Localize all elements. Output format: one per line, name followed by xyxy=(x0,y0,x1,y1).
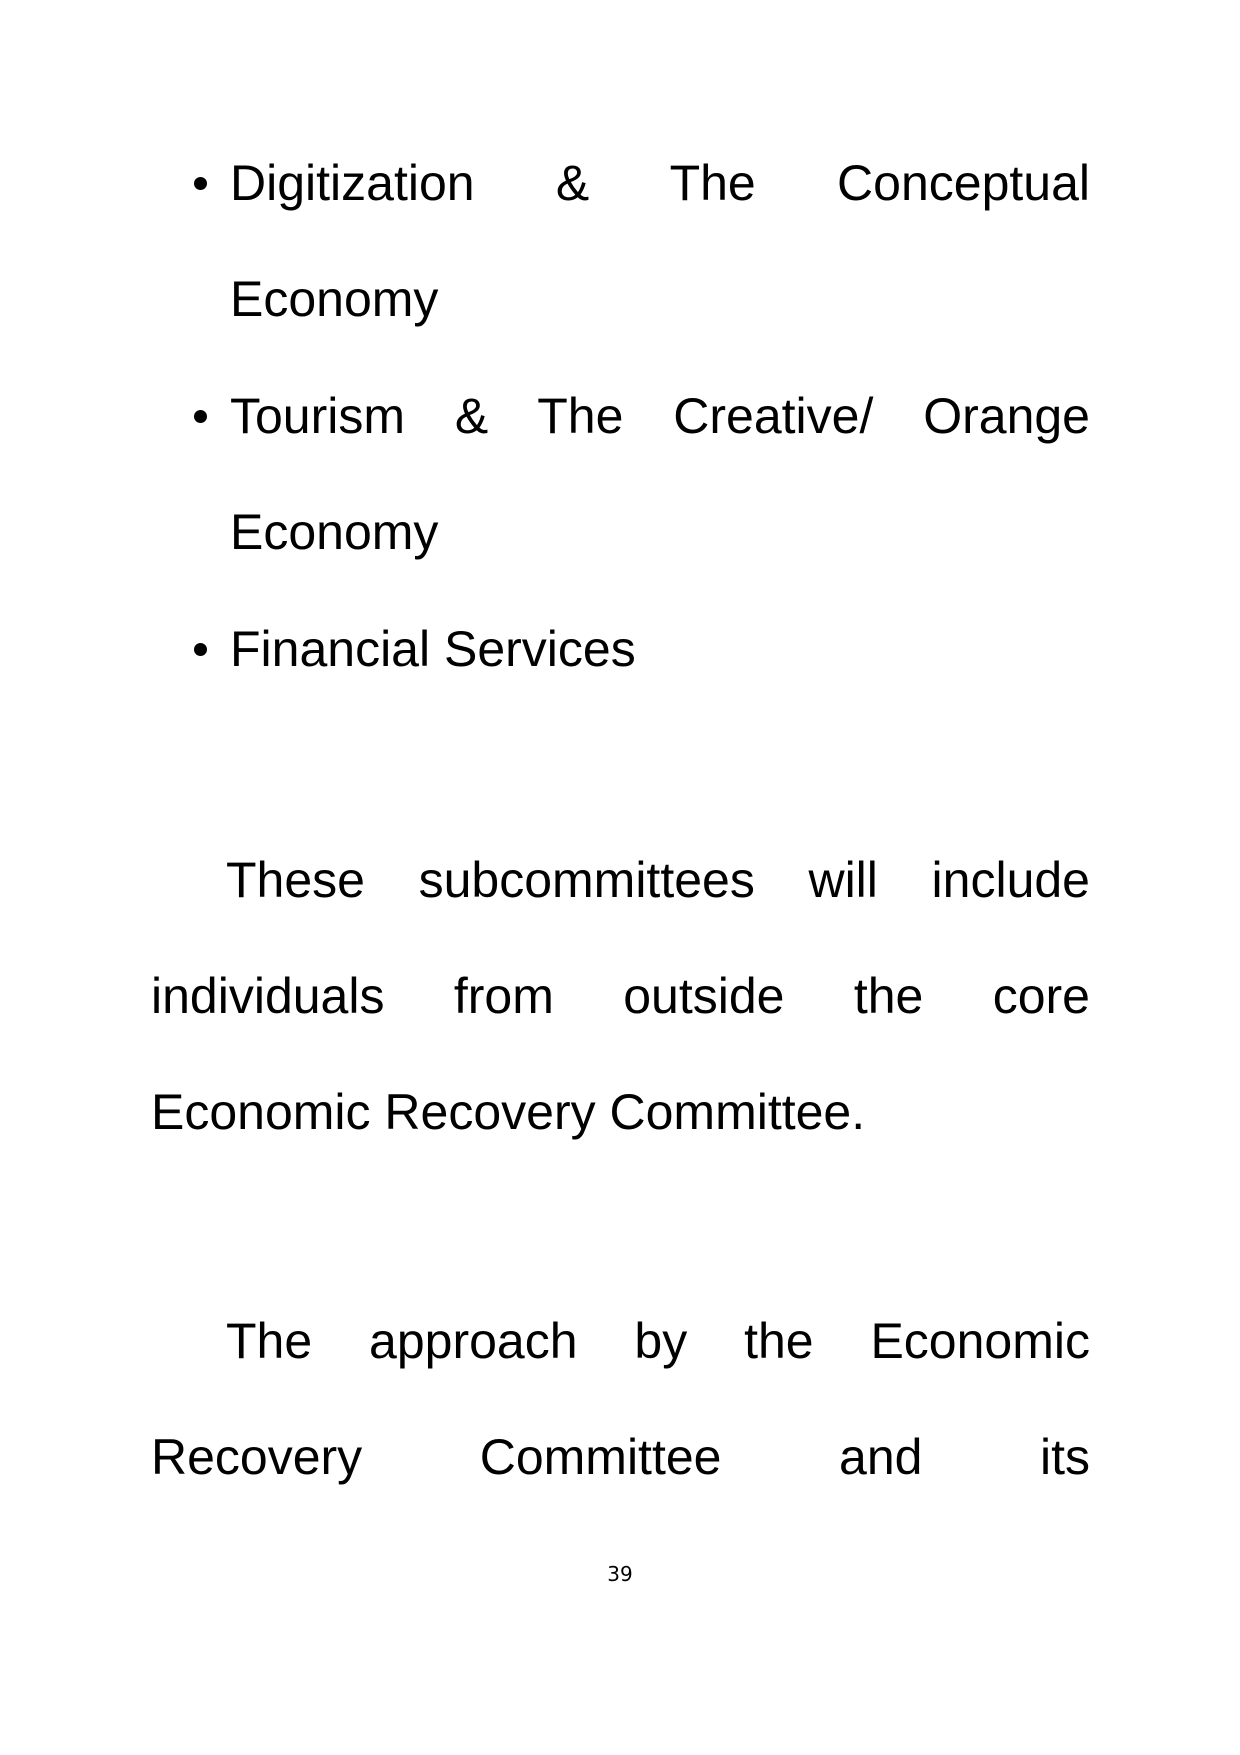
bullet-dot-icon xyxy=(194,177,207,190)
bullet-item-financial-services xyxy=(194,591,1090,707)
bullet-dot-icon xyxy=(194,410,207,423)
bullet-text: Financial Services xyxy=(230,621,636,677)
paragraph-approach: The approach by the Economic Recovery Committee and its xyxy=(151,1313,1090,1485)
paragraph-subcommittees: These subcommittees will include individuals from outside the core Economic Recovery Committee. xyxy=(151,852,1090,1140)
bullet-item-tourism xyxy=(194,358,1090,590)
bullet-text: Tourism & The Creative/ Orange Economy xyxy=(230,388,1090,560)
bullet-item-digitization xyxy=(194,125,1090,357)
page-number: 39 xyxy=(607,1562,633,1586)
bullet-dot-icon xyxy=(194,643,207,656)
bullet-text: Digitization & The Conceptual Economy xyxy=(230,155,1090,327)
